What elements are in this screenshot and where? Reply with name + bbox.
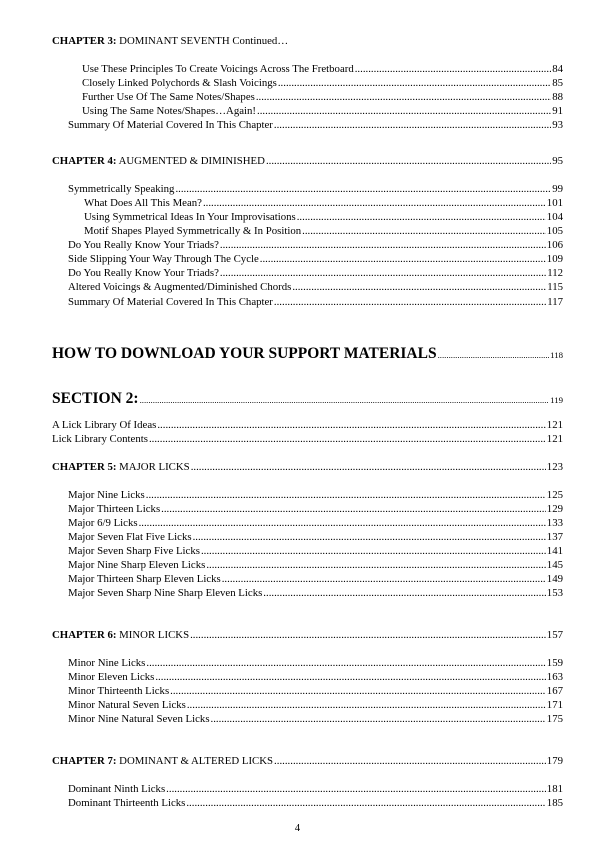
toc-entry[interactable] xyxy=(68,671,563,684)
leader-dots xyxy=(260,253,546,266)
toc-entry-title: Major Nine Sharp Eleven Licks xyxy=(68,559,206,571)
leader-dots xyxy=(302,225,546,238)
toc-entry[interactable] xyxy=(82,63,563,76)
toc-entry[interactable] xyxy=(82,105,563,118)
toc-entry-title: HOW TO DOWNLOAD YOUR SUPPORT MATERIALS xyxy=(52,345,437,362)
leader-dots xyxy=(191,461,546,474)
toc-entry-page: 121 xyxy=(546,419,563,431)
toc-entry-page: 157 xyxy=(546,629,563,641)
toc-entry[interactable] xyxy=(68,183,563,196)
leader-dots xyxy=(161,503,546,516)
toc-section-heading[interactable] xyxy=(52,390,563,409)
leader-dots xyxy=(187,699,546,712)
toc-chapter[interactable] xyxy=(52,755,563,768)
leader-dots xyxy=(140,391,550,409)
leader-dots xyxy=(139,517,546,530)
toc-entry-page: 84 xyxy=(552,63,563,75)
toc-entry-page: 167 xyxy=(546,685,563,697)
leader-dots xyxy=(193,531,546,544)
leader-dots xyxy=(170,685,546,698)
toc-chapter-title xyxy=(52,155,265,168)
chapter-label: CHAPTER 6: xyxy=(52,629,117,641)
toc-entry-title: What Does All This Mean? xyxy=(84,197,202,209)
leader-dots xyxy=(438,346,550,364)
toc-entry-title: Side Slipping Your Way Through The Cycle xyxy=(68,253,259,265)
toc-entry[interactable] xyxy=(68,783,563,796)
toc-entry-title: Summary Of Material Covered In This Chapter xyxy=(68,296,273,308)
leader-dots xyxy=(166,783,546,796)
leader-dots xyxy=(149,433,546,446)
chapter-label: CHAPTER 4: xyxy=(52,155,117,167)
toc-entry-title: Motif Shapes Played Symmetrically & In Position xyxy=(84,225,302,237)
toc-entry-page: 93 xyxy=(552,119,563,131)
toc-entry[interactable] xyxy=(68,253,563,266)
toc-entry[interactable] xyxy=(68,239,563,252)
toc-entry-page: 133 xyxy=(546,517,563,529)
toc-entry-title: Do You Really Know Your Triads? xyxy=(68,239,219,251)
toc-entry-title: Do You Really Know Your Triads? xyxy=(68,267,219,279)
toc-entry[interactable] xyxy=(68,545,563,558)
toc-entry-page: 129 xyxy=(546,503,563,515)
leader-dots xyxy=(155,671,545,684)
continued-chapter-title: DOMINANT SEVENTH Continued… xyxy=(116,35,289,47)
toc-entry[interactable] xyxy=(68,531,563,544)
chapter-name: DOMINANT & ALTERED LICKS xyxy=(116,755,274,767)
toc-entry-title: Lick Library Contents xyxy=(52,433,148,445)
leader-dots xyxy=(186,797,545,810)
leader-dots xyxy=(222,573,546,586)
leader-dots xyxy=(220,239,546,252)
toc-entry-title: Minor Eleven Licks xyxy=(68,671,155,683)
toc-entry[interactable] xyxy=(68,713,563,726)
leader-dots xyxy=(266,155,551,168)
toc-entry-page: 106 xyxy=(546,239,563,251)
toc-entry-title: Major Seven Flat Five Licks xyxy=(68,531,192,543)
toc-entry-title: Major Nine Licks xyxy=(68,489,145,501)
leader-dots xyxy=(274,119,551,132)
leader-dots xyxy=(355,63,551,76)
toc-entry-page: 85 xyxy=(552,77,563,89)
toc-chapter-title xyxy=(52,755,273,768)
toc-entry-page: 118 xyxy=(550,350,563,360)
toc-entry-title: Minor Nine Licks xyxy=(68,657,146,669)
toc-entry-page: 99 xyxy=(552,183,563,195)
toc-entry[interactable] xyxy=(68,489,563,502)
toc-entry-title: Dominant Thirteenth Licks xyxy=(68,797,186,809)
toc-entry[interactable] xyxy=(68,281,563,294)
toc-entry[interactable] xyxy=(68,119,563,132)
toc-chapter[interactable] xyxy=(52,461,563,474)
leader-dots xyxy=(146,657,545,670)
toc-entry-page: 95 xyxy=(552,155,563,167)
toc-entry-title: Minor Thirteenth Licks xyxy=(68,685,170,697)
toc-chapter-title xyxy=(52,461,190,474)
page-number: 4 xyxy=(294,822,301,834)
toc-entry-page: 149 xyxy=(546,573,563,585)
leader-dots xyxy=(256,91,551,104)
leader-dots xyxy=(206,559,545,572)
chapter-name: MINOR LICKS xyxy=(116,629,190,641)
toc-entry-title: A Lick Library Of Ideas xyxy=(52,419,157,431)
toc-chapter-title xyxy=(52,629,189,642)
leader-dots xyxy=(274,296,546,309)
toc-entry-title: Symmetrically Speaking xyxy=(68,183,175,195)
toc-entry-title: Major 6/9 Licks xyxy=(68,517,138,529)
toc-chapter[interactable] xyxy=(52,155,563,168)
leader-dots xyxy=(292,281,546,294)
leader-dots xyxy=(263,587,546,600)
leader-dots xyxy=(211,713,546,726)
toc-entry-title: Minor Nine Natural Seven Licks xyxy=(68,713,210,725)
chapter-name: MAJOR LICKS xyxy=(116,461,190,473)
leader-dots xyxy=(278,77,551,90)
toc-entry[interactable] xyxy=(52,419,563,432)
toc-major-heading[interactable] xyxy=(52,345,563,364)
toc-entry[interactable] xyxy=(84,211,563,224)
toc-entry[interactable] xyxy=(68,699,563,712)
toc-entry[interactable] xyxy=(84,197,563,210)
toc-entry-page: 119 xyxy=(550,395,563,405)
leader-dots xyxy=(220,267,546,280)
toc-entry-title: SECTION 2: xyxy=(52,390,139,407)
toc-entry-title: Use These Principles To Create Voicings Across The Fretboard xyxy=(82,63,354,75)
toc-entry-title: Dominant Ninth Licks xyxy=(68,783,166,795)
toc-entry[interactable] xyxy=(68,797,563,810)
toc-entry[interactable] xyxy=(52,433,563,446)
toc-entry-page: 163 xyxy=(546,671,563,683)
toc-entry-page: 159 xyxy=(546,657,563,669)
toc-entry-title: Major Thirteen Sharp Eleven Licks xyxy=(68,573,221,585)
toc-entry-page: 153 xyxy=(546,587,563,599)
leader-dots xyxy=(274,755,546,768)
leader-dots xyxy=(190,629,546,642)
toc-entry-page: 141 xyxy=(546,545,563,557)
toc-entry[interactable] xyxy=(68,517,563,530)
toc-entry[interactable] xyxy=(68,587,563,600)
toc-entry[interactable] xyxy=(84,225,563,238)
toc-entry-title: Summary Of Material Covered In This Chapter xyxy=(68,119,273,131)
toc-entry[interactable] xyxy=(68,559,563,572)
toc-entry[interactable] xyxy=(82,91,563,104)
continued-chapter-label: CHAPTER 3: xyxy=(52,35,117,47)
toc-entry-page: 179 xyxy=(546,755,563,767)
chapter-label: CHAPTER 7: xyxy=(52,755,117,767)
toc-entry[interactable] xyxy=(68,657,563,670)
toc-entry-page: 115 xyxy=(547,281,563,293)
toc-entry-page: 145 xyxy=(546,559,563,571)
toc-entry-page: 104 xyxy=(546,211,563,223)
toc-entry-page: 181 xyxy=(546,783,563,795)
toc-entry-page: 185 xyxy=(546,797,563,809)
toc-entry-title: Major Seven Sharp Five Licks xyxy=(68,545,200,557)
toc-entry-page: 112 xyxy=(547,267,563,279)
toc-entry-title: Major Thirteen Licks xyxy=(68,503,161,515)
leader-dots xyxy=(157,419,545,432)
toc-entry[interactable] xyxy=(68,296,563,309)
toc-entry[interactable] xyxy=(68,685,563,698)
toc-entry-title: Major Seven Sharp Nine Sharp Eleven Licks xyxy=(68,587,263,599)
toc-entry[interactable] xyxy=(82,77,563,90)
toc-entry-page: 137 xyxy=(546,531,563,543)
toc-entry[interactable] xyxy=(68,267,563,280)
chapter-label: CHAPTER 5: xyxy=(52,461,117,473)
toc-entry-title: Using The Same Notes/Shapes…Again! xyxy=(82,105,257,117)
toc-entry-title: Further Use Of The Same Notes/Shapes xyxy=(82,91,255,103)
toc-entry-page: 121 xyxy=(546,433,563,445)
toc-entry-page: 125 xyxy=(546,489,563,501)
toc-entry-title: Minor Natural Seven Licks xyxy=(68,699,186,711)
toc-entry-page: 91 xyxy=(552,105,563,117)
toc-entry-page: 105 xyxy=(546,225,563,237)
toc-entry-title: Altered Voicings & Augmented/Diminished Chords xyxy=(68,281,292,293)
toc-entry[interactable] xyxy=(68,573,563,586)
toc-entry-title: Using Symmetrical Ideas In Your Improvisations xyxy=(84,211,296,223)
leader-dots xyxy=(257,105,551,118)
leader-dots xyxy=(175,183,551,196)
chapter-name: AUGMENTED & DIMINISHED xyxy=(116,155,265,167)
toc-entry[interactable] xyxy=(68,503,563,516)
leader-dots xyxy=(201,545,546,558)
toc-entry-title: Closely Linked Polychords & Slash Voicings xyxy=(82,77,277,89)
toc-entry-page: 123 xyxy=(546,461,563,473)
toc-entry-page: 88 xyxy=(552,91,563,103)
toc-entry-page: 175 xyxy=(546,713,563,725)
toc-entry-page: 109 xyxy=(546,253,563,265)
leader-dots xyxy=(203,197,546,210)
continued-heading xyxy=(52,35,288,47)
toc-entry-page: 101 xyxy=(546,197,563,209)
toc-chapter[interactable] xyxy=(52,629,563,642)
leader-dots xyxy=(146,489,546,502)
toc-entry-page: 171 xyxy=(546,699,563,711)
leader-dots xyxy=(297,211,546,224)
toc-entry-page: 117 xyxy=(547,296,563,308)
